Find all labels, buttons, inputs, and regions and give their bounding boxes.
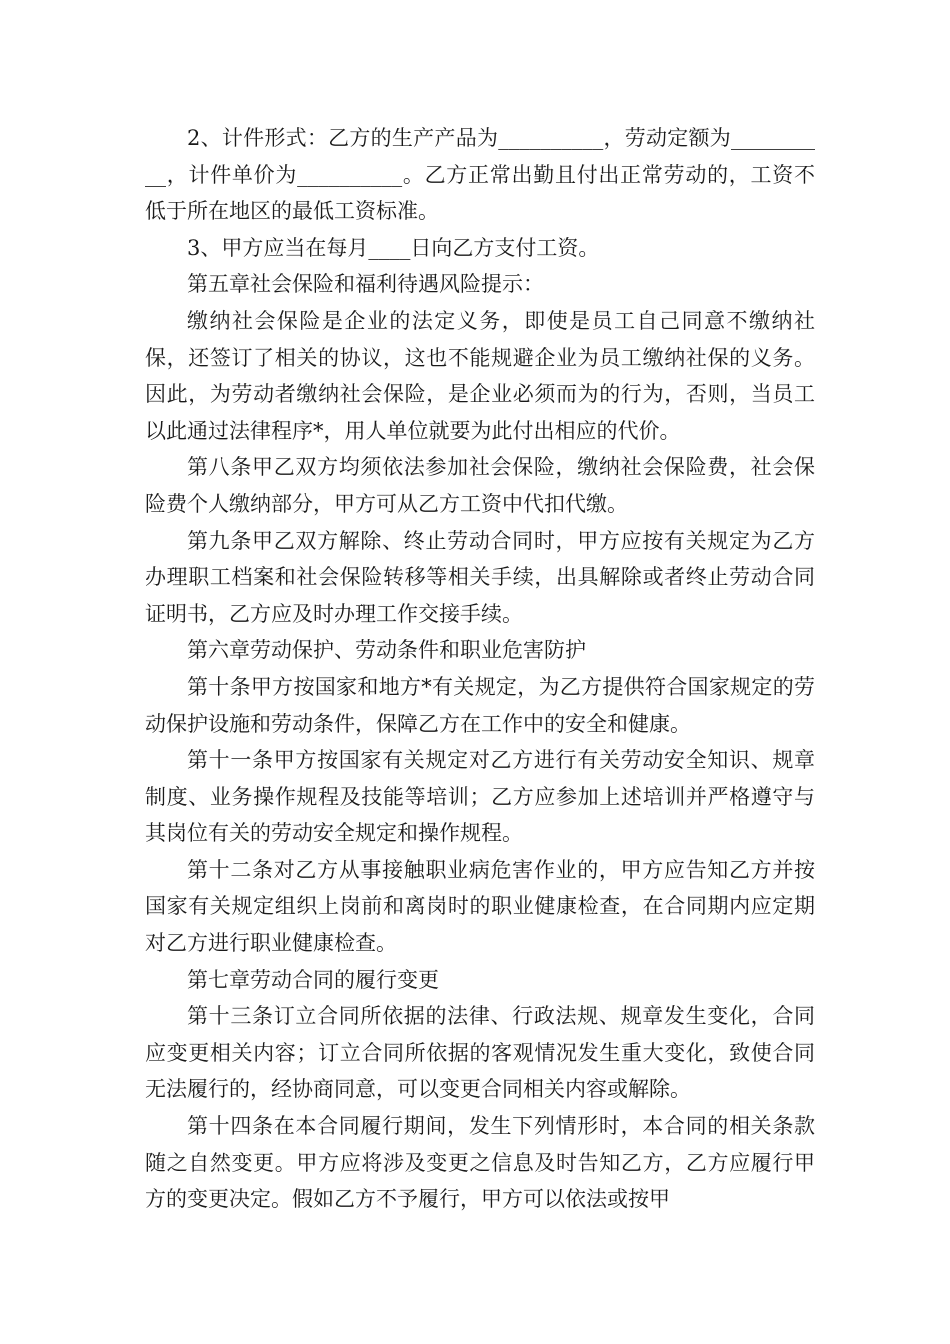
document-body xyxy=(145,120,815,1218)
chapter-heading-labor-protection: 第六章劳动保护、劳动条件和职业危害防护 xyxy=(187,638,586,663)
chapter-heading-social-insurance: 第五章社会保险和福利待遇风险提示： xyxy=(187,272,544,297)
paragraph-risk-notice: 缴纳社会保险是企业的法定义务，即使是员工自己同意不缴纳社保，还签订了相关的协议，这也不能规避企业为员工缴纳社保的义务。因此，为劳动者缴纳社会保险，是企业必须而为的行为，否则，当员工以此通过法律程序*，用人单位就要为此付出相应的代价。 xyxy=(145,308,815,443)
paragraph-wage-piecework: 2、计件形式：乙方的生产产品为__________，劳动定额为__________，计件单价为__________。乙方正常出勤且付出正常劳动的，工资不低于所在地区的最低工资标准。 xyxy=(145,126,815,224)
article-12: 第十二条对乙方从事接触职业病危害作业的，甲方应告知乙方并按国家有关规定组织上岗前和离岗时的职业健康检查，在合同期内应定期对乙方进行职业健康检查。 xyxy=(145,857,815,956)
article-14: 第十四条在本合同履行期间，发生下列情形时，本合同的相关条款随之自然变更。甲方应将涉及变更之信息及时告知乙方，乙方应履行甲方的变更决定。假如乙方不予履行，甲方可以依法或按甲 xyxy=(145,1114,815,1212)
article-11: 第十一条甲方按国家有关规定对乙方进行有关劳动安全知识、规章制度、业务操作规程及技能等培训；乙方应参加上述培训并严格遵守与其岗位有关的劳动安全规定和操作规程。 xyxy=(145,748,815,846)
paragraph-wage-payday: 3、甲方应当在每月____日向乙方支付工资。 xyxy=(187,235,600,260)
article-13: 第十三条订立合同所依据的法律、行政法规、规章发生变化，合同应变更相关内容；订立合同所依据的客观情况发生重大变化，致使合同无法履行的，经协商同意，可以变更合同相关内容或解除。 xyxy=(145,1004,815,1102)
article-10: 第十条甲方按国家和地方*有关规定，为乙方提供符合国家规定的劳动保护设施和劳动条件，保障乙方在工作中的安全和健康。 xyxy=(145,674,815,736)
article-8: 第八条甲乙双方均须依法参加社会保险，缴纳社会保险费，社会保险费个人缴纳部分，甲方可从乙方工资中代扣代缴。 xyxy=(145,455,815,516)
article-9: 第九条甲乙双方解除、终止劳动合同时，甲方应按有关规定为乙方办理职工档案和社会保险转移等相关手续，出具解除或者终止劳动合同证明书，乙方应及时办理工作交接手续。 xyxy=(145,528,815,626)
chapter-heading-contract-change: 第七章劳动合同的履行变更 xyxy=(187,967,439,992)
